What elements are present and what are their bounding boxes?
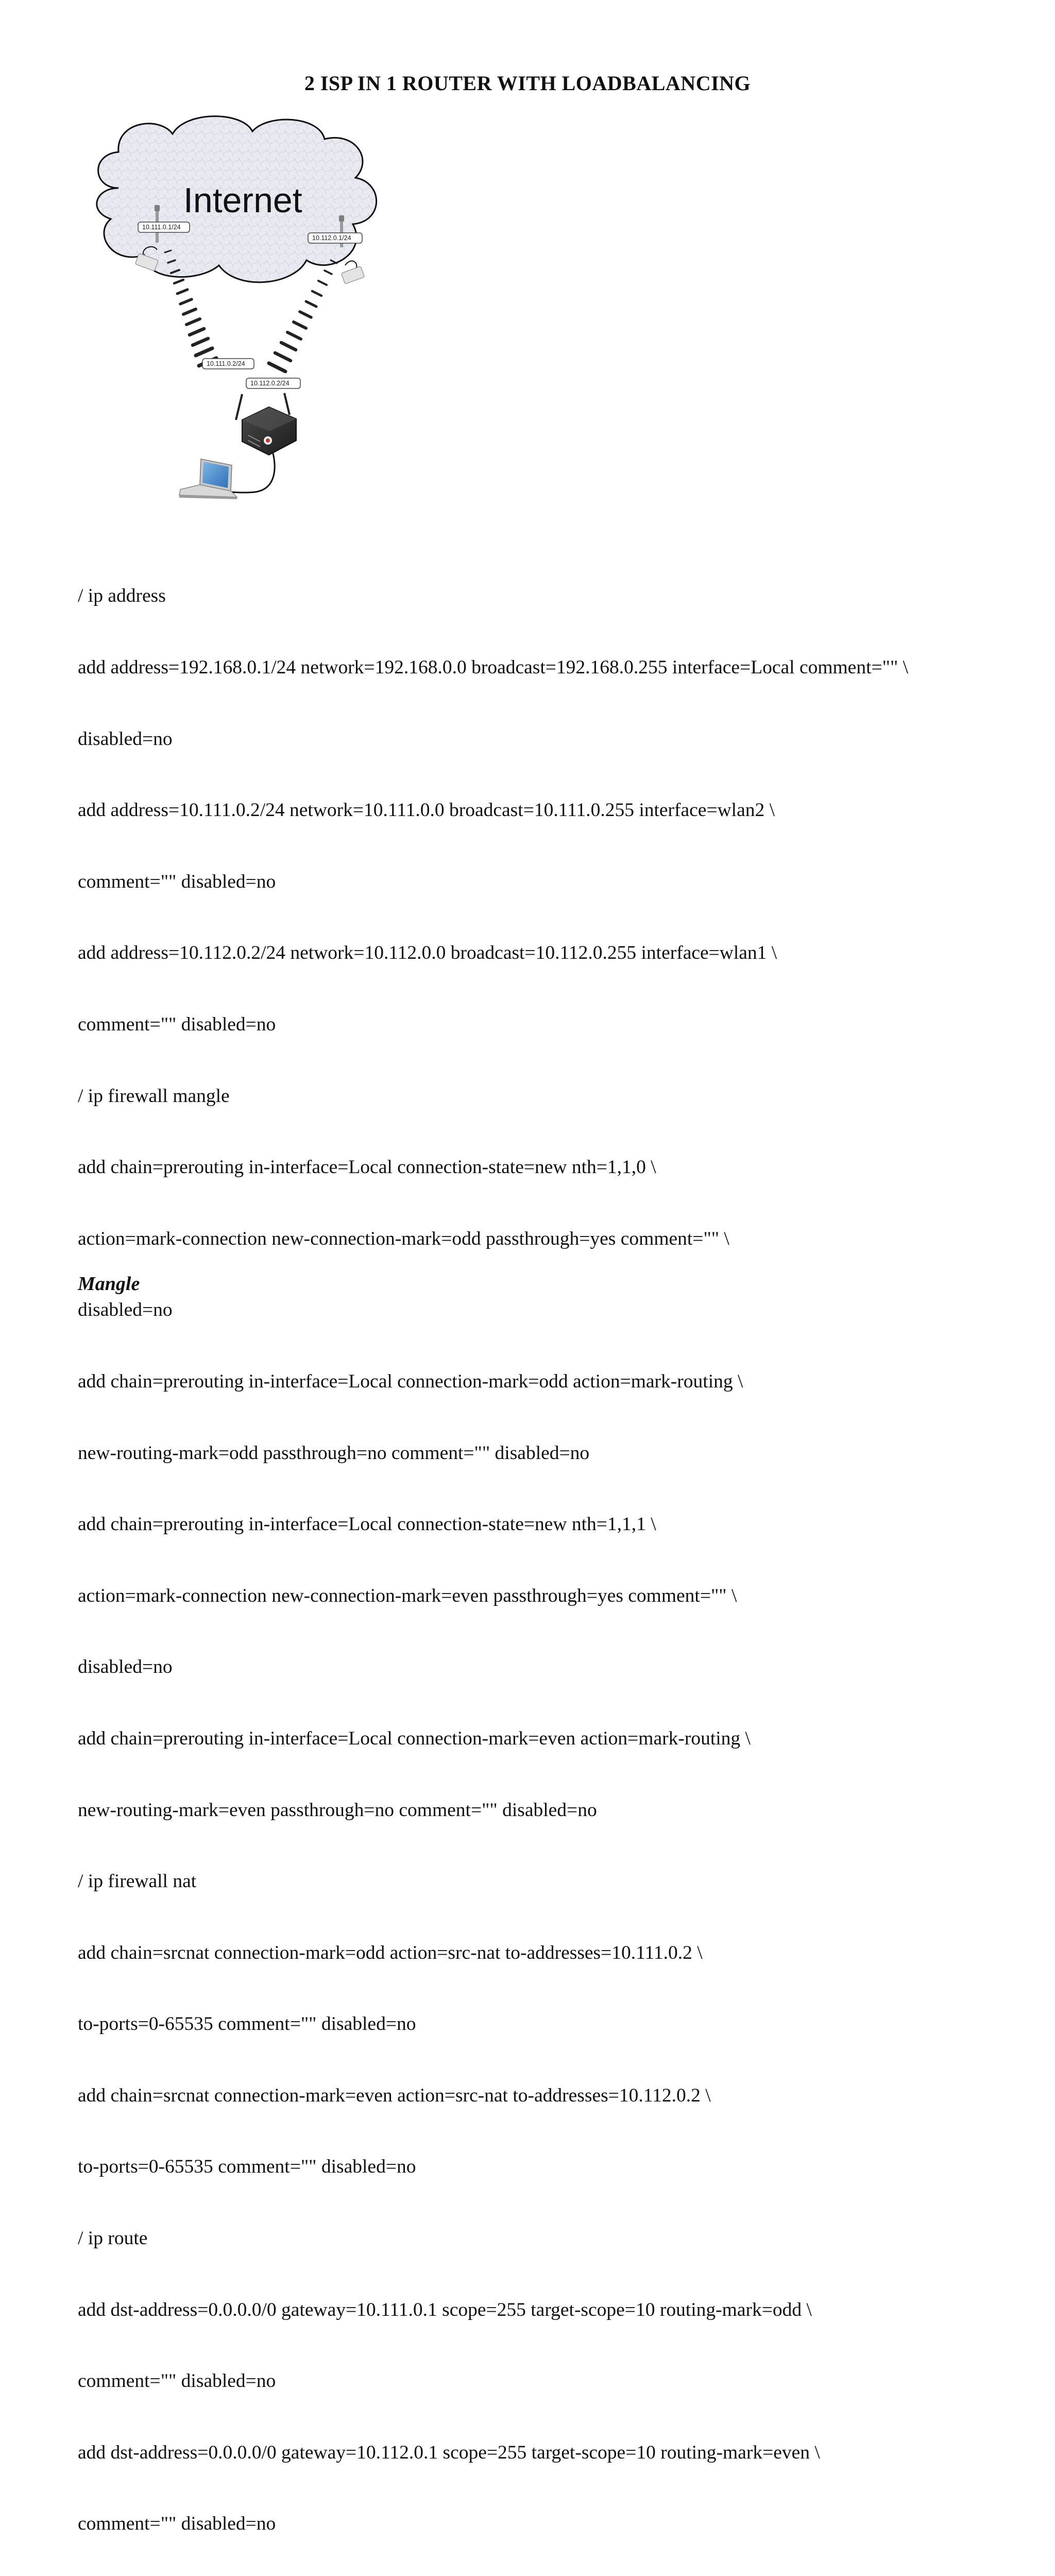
- code-line: disabled=no: [78, 1299, 173, 1321]
- code-line: / ip firewall mangle: [78, 1085, 230, 1107]
- code-line: add address=10.111.0.2/24 network=10.111.0.0 broadcast=10.111.0.255 interface=wlan2 \: [78, 800, 775, 821]
- isp1-gateway-label: 10.111.0.1/24: [142, 224, 181, 231]
- page-title: 2 ISP IN 1 ROUTER WITH LOADBALANCING: [304, 72, 751, 95]
- code-line: add chain=prerouting in-interface=Local connection-state=new nth=1,1,1 \: [78, 1514, 656, 1535]
- router-wan2-tag: [246, 378, 300, 388]
- code-line: add dst-address=0.0.0.0/0 gateway=10.112.0.1 scope=255 target-scope=10 routing-mark=even \: [78, 2442, 820, 2463]
- code-line: action=mark-connection new-connection-mark=even passthrough=yes comment="" \: [78, 1585, 737, 1606]
- code-line: add chain=prerouting in-interface=Local connection-mark=odd action=mark-routing \: [78, 1370, 743, 1392]
- code-line: / ip route: [78, 2228, 148, 2249]
- code-line: comment="" disabled=no: [78, 871, 276, 892]
- isp1-gateway-tag: [138, 222, 190, 232]
- code-line: add dst-address=0.0.0.0/0 gateway=10.111.0.1 scope=255 target-scope=10 routing-mark=odd \: [78, 2299, 812, 2320]
- isp2-gateway-label: 10.112.0.1/24: [312, 234, 351, 242]
- code-line: disabled=no: [78, 1656, 173, 1678]
- code-line: new-routing-mark=even passthrough=no comment="" disabled=no: [78, 1799, 597, 1821]
- code-line: comment="" disabled=no: [78, 2513, 276, 2535]
- code-line: comment="" disabled=no: [78, 1013, 276, 1035]
- code-block: [78, 537, 995, 2576]
- code-line: to-ports=0-65535 comment="" disabled=no: [78, 2156, 416, 2178]
- code-line: add chain=prerouting in-interface=Local connection-mark=even action=mark-routing \: [78, 1727, 751, 1749]
- code-line: add address=10.112.0.2/24 network=10.112.0.0 broadcast=10.112.0.255 interface=wlan1 \: [78, 942, 777, 964]
- cloud-label: Internet: [183, 181, 302, 220]
- section-heading: Mangle: [78, 1273, 140, 1295]
- code-line: / ip firewall nat: [78, 1871, 197, 1892]
- code-line: / ip address: [78, 585, 166, 607]
- code-line: to-ports=0-65535 comment="" disabled=no: [78, 2013, 416, 2035]
- code-line: add address=192.168.0.1/24 network=192.168.0.0 broadcast=192.168.0.255 interface=Local comment="" \: [78, 657, 909, 678]
- code-line: disabled=no: [78, 728, 173, 750]
- isp2-gateway-tag: [308, 233, 362, 243]
- router-wan1-tag: [202, 359, 254, 369]
- router-wan2-label: 10.112.0.2/24: [250, 380, 290, 387]
- code-line: add chain=prerouting in-interface=Local connection-state=new nth=1,1,0 \: [78, 1157, 656, 1178]
- code-line: add chain=srcnat connection-mark=odd action=src-nat to-addresses=10.111.0.2 \: [78, 1942, 703, 1963]
- laptop-icon: [179, 459, 237, 499]
- code-line: comment="" disabled=no: [78, 2370, 276, 2392]
- network-diagram: [88, 111, 422, 502]
- code-line: new-routing-mark=odd passthrough=no comment="" disabled=no: [78, 1442, 590, 1464]
- router-icon: [236, 393, 296, 455]
- router-wan1-label: 10.111.0.2/24: [207, 360, 245, 367]
- code-line: add chain=srcnat connection-mark=even action=src-nat to-addresses=10.112.0.2 \: [78, 2084, 711, 2106]
- code-line: action=mark-connection new-connection-mark=odd passthrough=yes comment="" \: [78, 1228, 729, 1249]
